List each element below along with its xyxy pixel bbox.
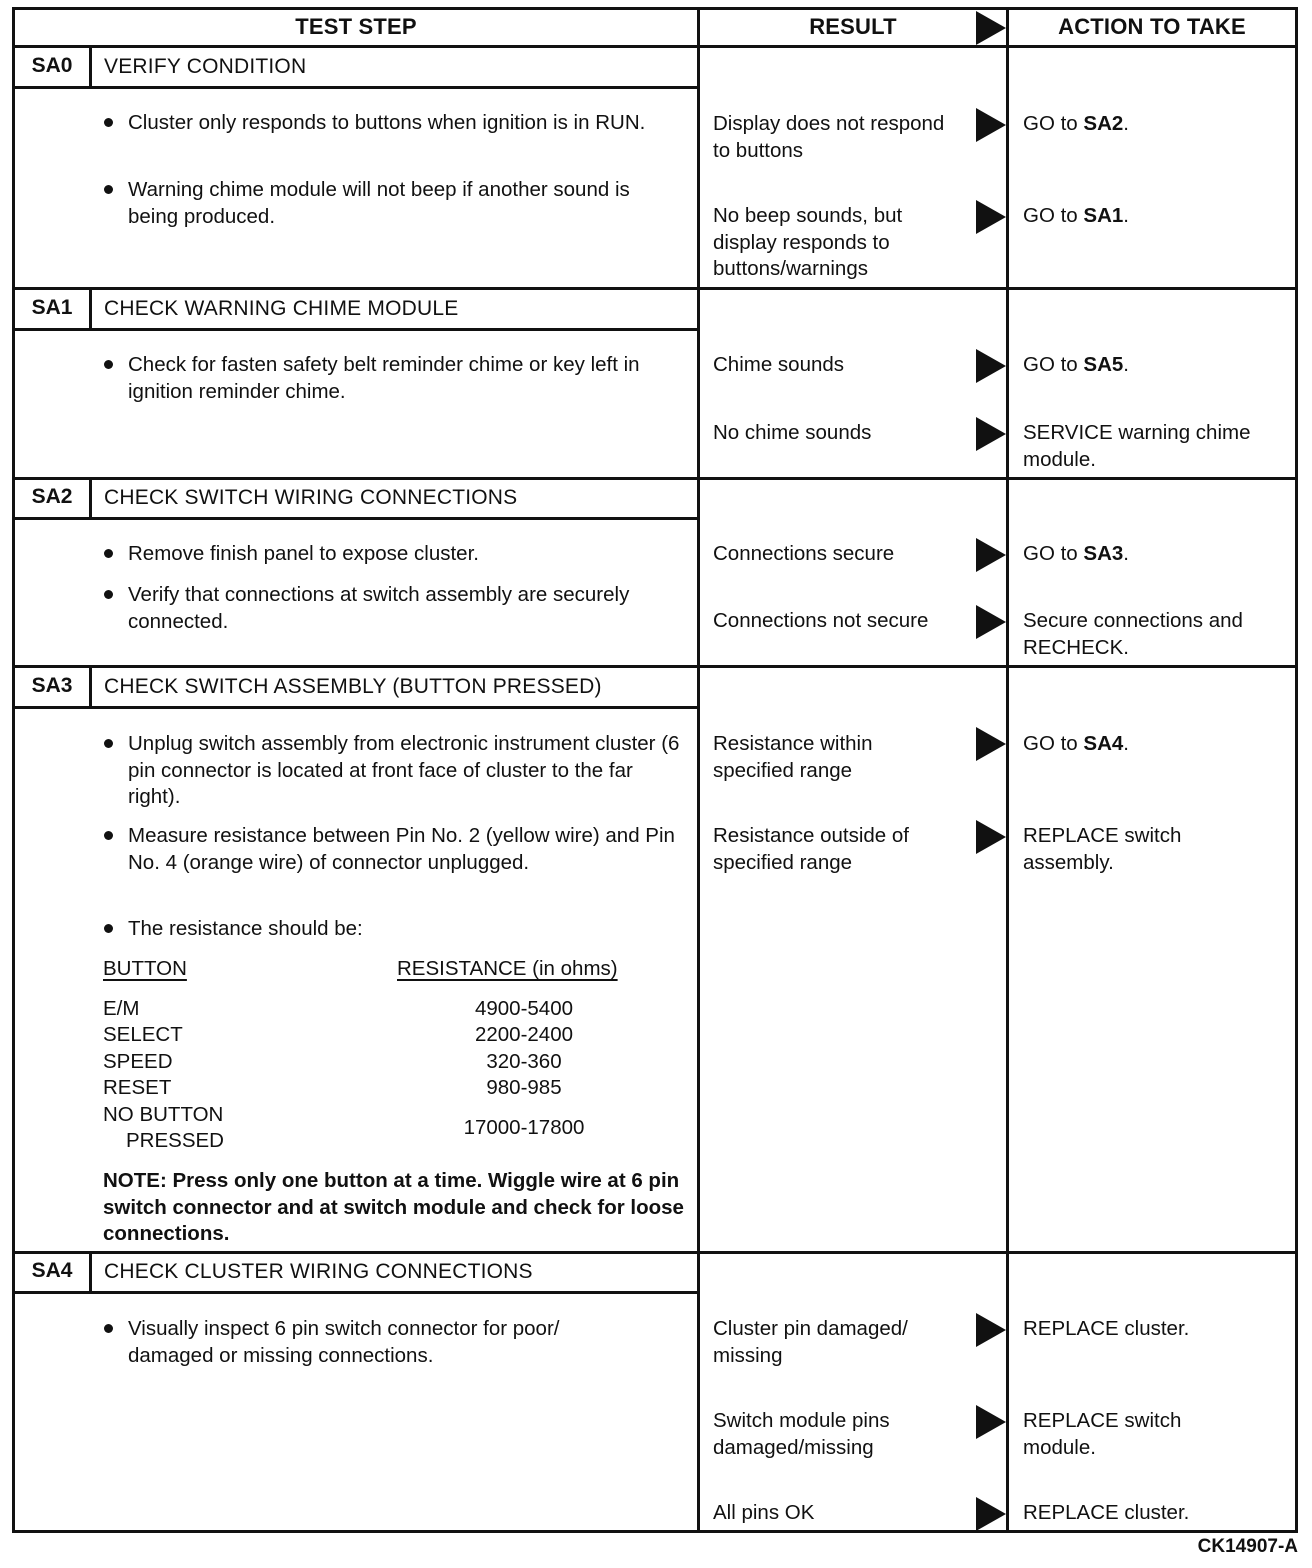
bullet-dot-icon: [104, 185, 113, 194]
bullet-dot-icon: [104, 590, 113, 599]
action-text: SERVICE warning chime module.: [1023, 421, 1251, 471]
action-text: REPLACE switch module.: [1023, 1409, 1182, 1459]
step-title: CHECK SWITCH WIRING CONNECTIONS: [104, 486, 518, 509]
result-text: Chime sounds: [713, 353, 845, 376]
result-arrow-icon: [976, 538, 1006, 572]
header-result: RESULT: [809, 14, 897, 39]
result-arrow-icon: [976, 349, 1006, 383]
result-arrow-icon: [976, 200, 1006, 234]
bullet-dot-icon: [104, 549, 113, 558]
resistance-button-cont: PRESSED: [126, 1129, 224, 1152]
result-text: Resistance outside of specified range: [713, 824, 910, 874]
resistance-button: E/M: [103, 997, 140, 1020]
resistance-button: RESET: [103, 1076, 172, 1099]
result-arrow-icon: [976, 108, 1006, 142]
resistance-value: 320-360: [486, 1050, 562, 1073]
result-text: Display does not respond to buttons: [713, 112, 945, 162]
result-text: All pins OK: [713, 1501, 815, 1524]
result-arrow-icon: [976, 417, 1006, 451]
resistance-value: 4900-5400: [474, 997, 574, 1020]
step-id: SA2: [31, 485, 73, 508]
step-title: CHECK CLUSTER WIRING CONNECTIONS: [104, 1260, 533, 1283]
header-action: ACTION TO TAKE: [1058, 14, 1246, 39]
action-text: GO to SA2.: [1023, 112, 1129, 135]
step-note: NOTE: Press only one button at a time. Wiggle wire at 6 pin switch connector and at switch module and check for loose connections.: [103, 1169, 684, 1245]
bullet-dot-icon: [104, 1324, 113, 1333]
result-text: No chime sounds: [713, 421, 872, 444]
result-arrow-icon: [976, 605, 1006, 639]
bullet-dot-icon: [104, 360, 113, 369]
bullet-dot-icon: [104, 924, 113, 933]
step-title: CHECK SWITCH ASSEMBLY (BUTTON PRESSED): [104, 675, 602, 698]
step-title: VERIFY CONDITION: [104, 55, 307, 78]
header-test-step: TEST STEP: [295, 14, 417, 39]
bullet-dot-icon: [104, 118, 113, 127]
result-arrow-icon: [976, 1405, 1006, 1439]
resistance-button: NO BUTTON: [103, 1103, 224, 1126]
result-text: Resistance within specified range: [713, 732, 873, 782]
action-text: GO to SA1.: [1023, 204, 1129, 227]
action-text: GO to SA5.: [1023, 353, 1129, 376]
action-text: REPLACE cluster.: [1023, 1501, 1190, 1524]
result-arrow-icon: [976, 1497, 1006, 1531]
col-divider-result: [697, 7, 700, 1533]
result-arrow-icon: [976, 1313, 1006, 1347]
resistance-value: 980-985: [486, 1076, 562, 1099]
figure-code: CK14907-A: [1197, 1536, 1298, 1557]
step-id: SA4: [31, 1259, 73, 1282]
step-title: CHECK WARNING CHIME MODULE: [104, 297, 459, 320]
action-text: REPLACE cluster.: [1023, 1317, 1190, 1340]
resistance-value: 17000-17800: [463, 1116, 585, 1139]
result-arrow-icon: [976, 727, 1006, 761]
resistance-col-button: BUTTON: [103, 957, 187, 980]
resistance-button: SPEED: [103, 1050, 173, 1073]
result-text: Cluster pin damaged/ missing: [713, 1317, 908, 1367]
header-arrow-icon: [976, 11, 1006, 45]
bullet-dot-icon: [104, 739, 113, 748]
result-text: No beep sounds, but display responds to buttons/warnings: [713, 204, 903, 280]
step-id: SA3: [31, 674, 73, 697]
resistance-button: SELECT: [103, 1023, 183, 1046]
resistance-col-ohms: RESISTANCE (in ohms): [397, 957, 618, 980]
diagnostic-table-page: TEST STEP RESULT ACTION TO TAKE SA0 VERIFY CONDITION Cluster only responds to buttons when ignition is in RUN. Warning chime module will not beep if another sound is being produced. Display does not respond to buttons GO to SA2. No beep sounds, but display responds to buttons/warnings GO to SA1. SA1 CHECK WARNING CHIME MODULE Check for fasten safety belt reminder chime or key left in ignition reminder chime. Chime sounds GO to SA5. No chime sounds SERVICE warning chime module. SA2 CHECK SWITCH WIRING CONNECTIONS Remove finish panel to expose cluster. Verify that connections at switch assembly are securely connected. Connections secure GO to SA3. Connections not secure Secure connections and RECHECK. SA3 CHECK SWITCH ASSEMBLY (BUTTON PRESSED) Unplug switch assembly from electronic instrument cluster (6 pin connector is located at front face of cluster to the far right). Measure resistance between Pin No. 2 (yellow wire) and Pin No. 4 (orange wire) of connector unplugged. The resistance should be: BUTTON RESISTANCE (in ohms) E/M 4900-5400 SELECT 2200-2400 SPEED 320-360 RESET 980-985 NO BUTTON PRESSED 17000-17800 NOTE: Press only one button at a time. Wiggle wire at 6 pin switch connector and at switch module and check for loose connections. Resistance within specified range GO to SA4. Resistance outside of specified range REPLACE switch assembly. SA4 CHECK CLUSTER WIRING CONNECTIONS Visually inspect 6 pin switch connector for poor/ damaged or missing connections. Cluster pin damaged/ missing REPLACE cluster. Switch module pins damaged/missing REPLACE switch module. All pins OK REPLACE cluster. CK14907-A: [0, 0, 1312, 1568]
result-text: Connections secure: [713, 542, 895, 565]
resistance-value: 2200-2400: [474, 1023, 574, 1046]
step-id: SA1: [31, 296, 73, 319]
action-text: Secure connections and RECHECK.: [1023, 609, 1243, 659]
result-arrow-icon: [976, 820, 1006, 854]
action-text: GO to SA4.: [1023, 732, 1129, 755]
action-text: GO to SA3.: [1023, 542, 1129, 565]
result-text: Connections not secure: [713, 609, 929, 632]
bullet-dot-icon: [104, 831, 113, 840]
step-id: SA0: [31, 54, 73, 77]
action-text: REPLACE switch assembly.: [1023, 824, 1182, 874]
col-divider-action: [1006, 7, 1009, 1533]
result-text: Switch module pins damaged/missing: [713, 1409, 890, 1459]
